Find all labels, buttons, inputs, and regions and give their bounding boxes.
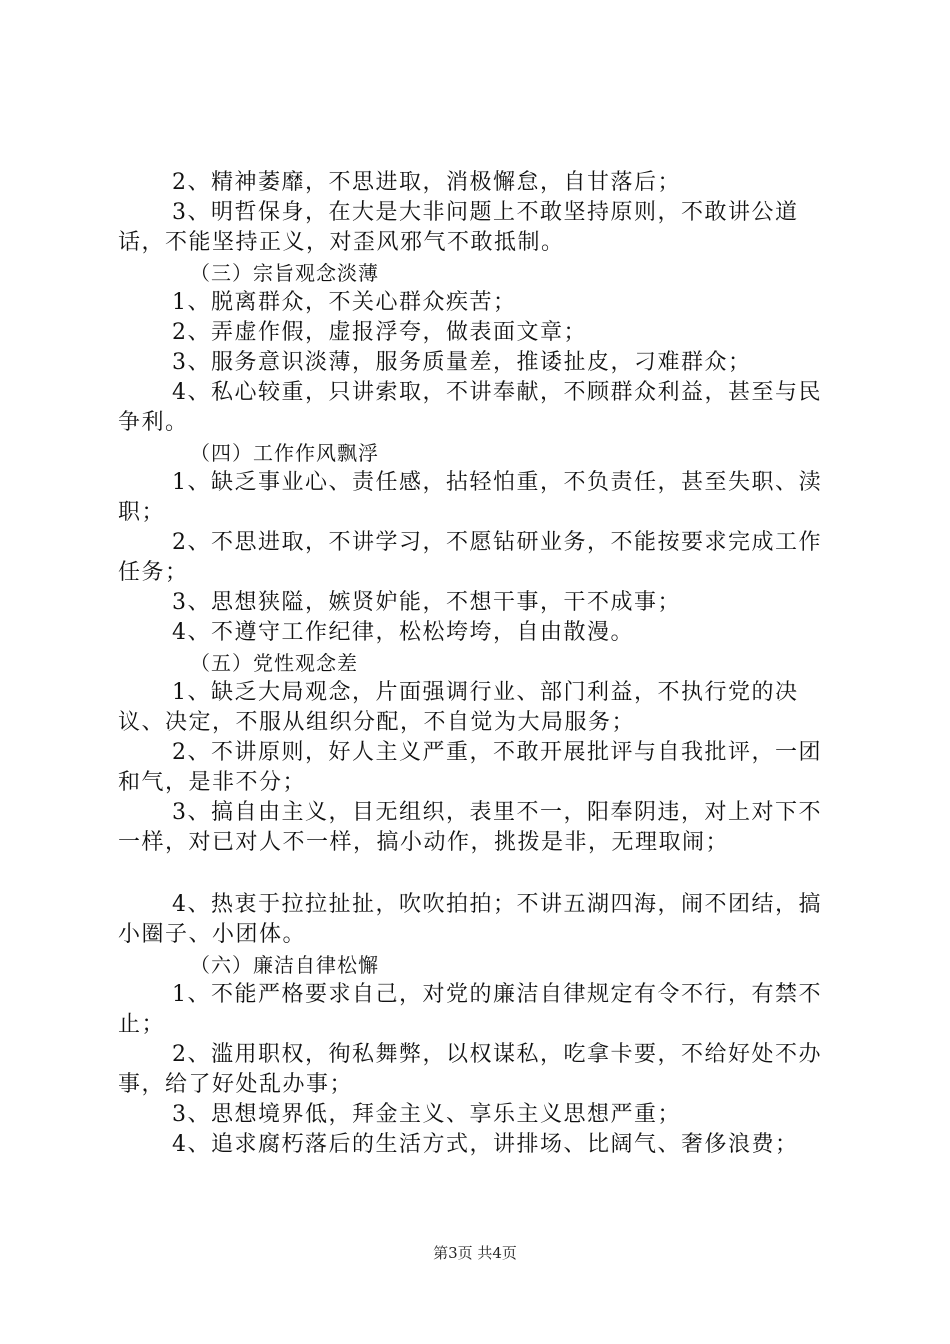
list-item: 4、私心较重，只讲索取，不讲奉献，不顾群众利益，甚至与民争利。	[118, 380, 822, 435]
list-item: 1、不能严格要求自己，对党的廉洁自律规定有令不行，有禁不止；	[118, 982, 822, 1037]
list-item: 2、不讲原则，好人主义严重，不敢开展批评与自我批评，一团和气，是非不分；	[118, 740, 822, 795]
list-item: 3、明哲保身，在大是大非问题上不敢坚持原则，不敢讲公道话，不能坚持正义，对歪风邪气不敢抵制。	[118, 200, 799, 255]
section-heading: （四）工作作风飘浮	[190, 441, 379, 465]
list-item: 3、搞自由主义，目无组织，表里不一，阳奉阴违，对上对下不一样，对已对人不一样，搞小动作，挑拨是非，无理取闹；	[118, 800, 822, 855]
page-footer	[0, 1242, 950, 1263]
list-item: 2、不思进取，不讲学习，不愿钻研业务，不能按要求完成工作任务；	[118, 530, 822, 585]
list-item: 2、弄虚作假，虚报浮夸，做表面文章；	[172, 320, 587, 345]
list-item: 4、不遵守工作纪律，松松垮垮，自由散漫。	[172, 620, 634, 645]
list-item: 4、追求腐朽落后的生活方式，讲排场、比阔气、奢侈浪费；	[172, 1132, 799, 1157]
list-item: 3、思想境界低，拜金主义、享乐主义思想严重；	[172, 1102, 681, 1127]
list-item: 2、精神萎靡，不思进取，消极懈怠，自甘落后；	[172, 170, 681, 195]
section-heading: （六）廉洁自律松懈	[190, 953, 379, 977]
section-heading: （三）宗旨观念淡薄	[190, 261, 379, 285]
list-item: 2、滥用职权，徇私舞弊，以权谋私，吃拿卡要，不给好处不办事，给了好处乱办事；	[118, 1042, 822, 1097]
list-item: 4、热衷于拉拉扯扯，吹吹拍拍；不讲五湖四海，闹不团结，搞小圈子、小团体。	[118, 892, 822, 947]
section-heading: （五）党性观念差	[190, 651, 358, 675]
paragraph-gap	[118, 858, 838, 890]
list-item: 1、缺乏事业心、责任感，拈轻怕重，不负责任，甚至失职、渎职；	[118, 470, 822, 525]
list-item: 3、服务意识淡薄，服务质量差，推诿扯皮，刁难群众；	[172, 350, 752, 375]
list-item: 3、思想狭隘，嫉贤妒能，不想干事，干不成事；	[172, 590, 681, 615]
page-number-label: 第3页 共4页	[433, 1244, 517, 1262]
list-item: 1、缺乏大局观念，片面强调行业、部门利益，不执行党的决议、决定，不服从组织分配，不自觉为大局服务；	[118, 680, 799, 735]
list-item: 1、脱离群众，不关心群众疾苦；	[172, 290, 517, 315]
document-body	[118, 168, 838, 1160]
